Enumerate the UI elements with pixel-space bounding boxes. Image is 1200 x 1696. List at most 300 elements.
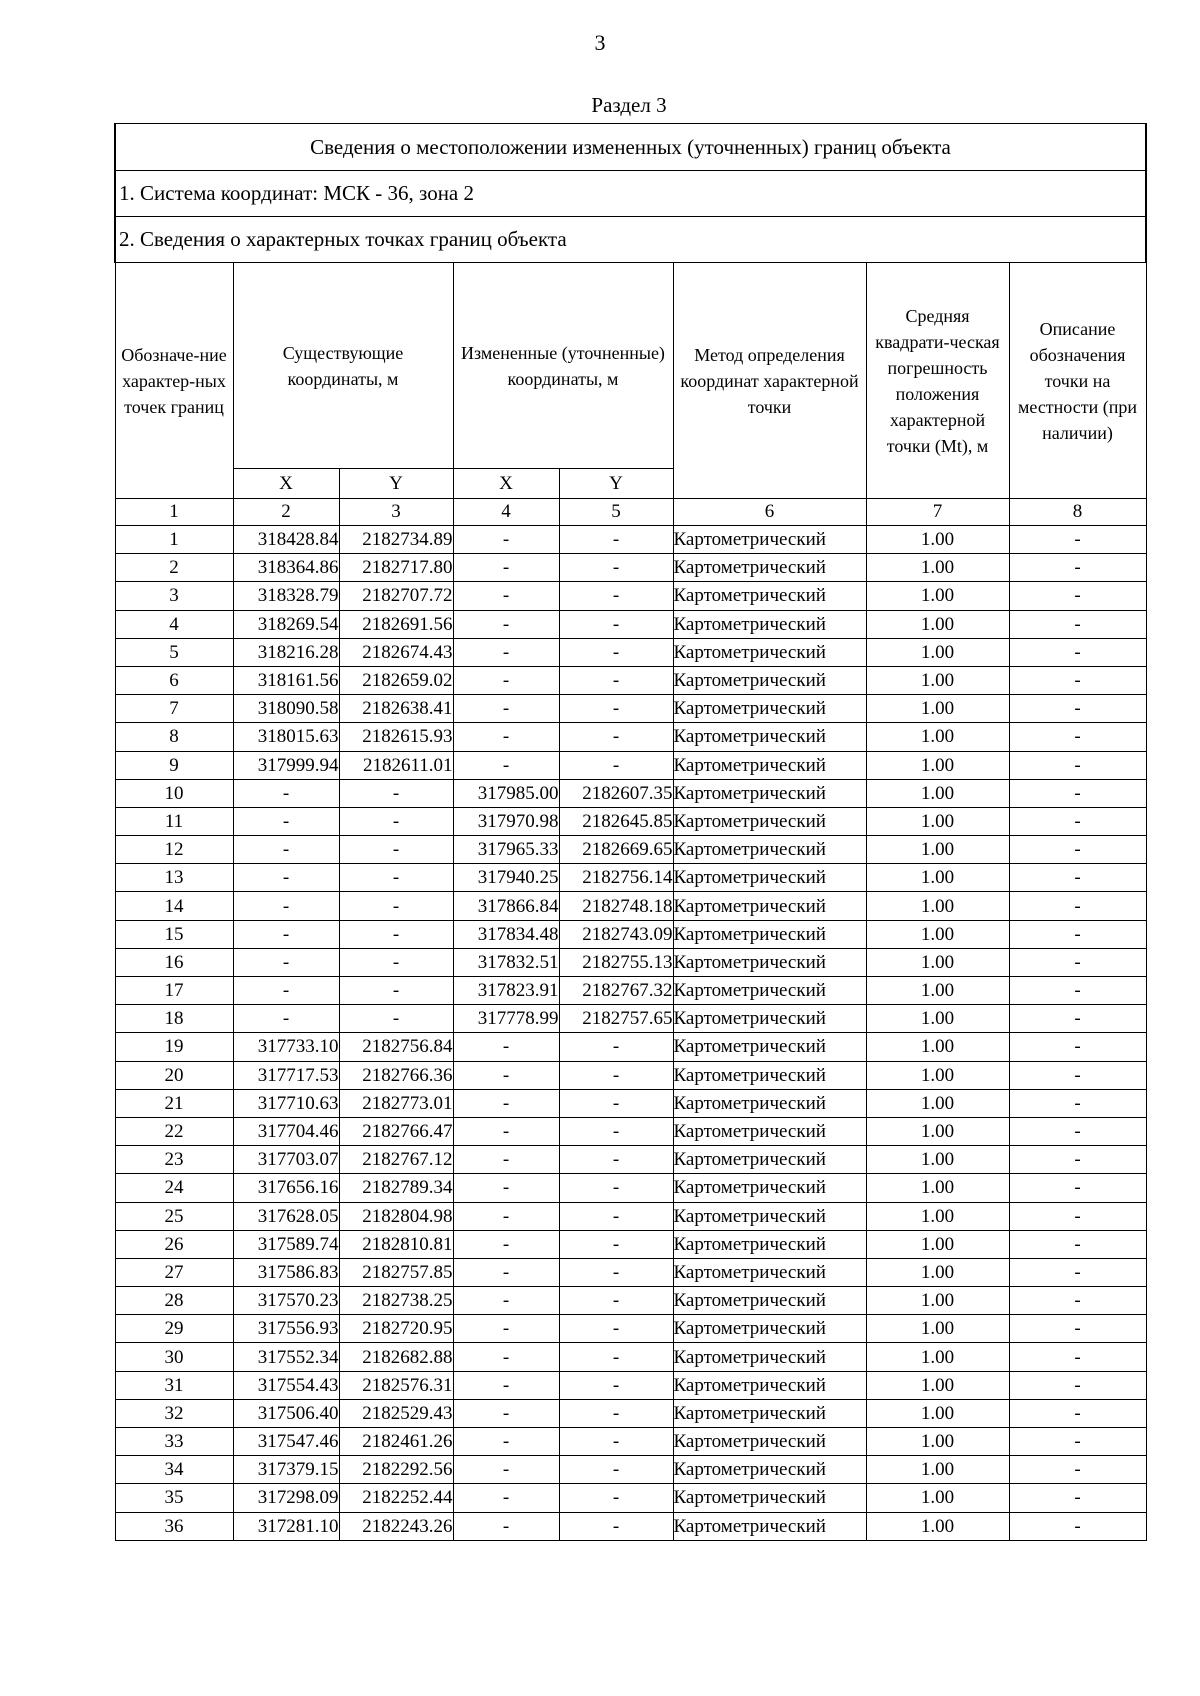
cell-description: - <box>1009 1230 1146 1258</box>
cell-existing-x: 318161.56 <box>233 666 339 694</box>
table-row <box>115 920 1146 948</box>
cell-existing-x: 317298.09 <box>233 1484 339 1512</box>
column-number: 7 <box>866 499 1009 526</box>
cell-error: 1.00 <box>866 1061 1009 1089</box>
cell-changed-x: - <box>453 554 559 582</box>
cell-changed-y: 2182607.35 <box>559 779 673 807</box>
cell-existing-x: 318090.58 <box>233 695 339 723</box>
table-row <box>115 779 1146 807</box>
column-number-row <box>115 499 1146 526</box>
cell-point-number: 34 <box>115 1456 233 1484</box>
cell-description: - <box>1009 610 1146 638</box>
cell-existing-x: 317506.40 <box>233 1399 339 1427</box>
cell-existing-y: 2182292.56 <box>339 1456 453 1484</box>
cell-description: - <box>1009 526 1146 554</box>
cell-existing-y: 2182734.89 <box>339 526 453 554</box>
cell-method: Картометрический <box>673 948 866 976</box>
cell-method: Картометрический <box>673 1315 866 1343</box>
cell-changed-x: - <box>453 1399 559 1427</box>
cell-error: 1.00 <box>866 1315 1009 1343</box>
cell-changed-y: - <box>559 1061 673 1089</box>
cell-changed-x: 317778.99 <box>453 1005 559 1033</box>
cell-description: - <box>1009 1371 1146 1399</box>
cell-existing-y: 2182756.84 <box>339 1033 453 1061</box>
cell-existing-y: - <box>339 807 453 835</box>
cell-changed-y: - <box>559 1484 673 1512</box>
table-row <box>115 1005 1146 1033</box>
cell-existing-x: - <box>233 1005 339 1033</box>
table-row <box>115 1343 1146 1371</box>
cell-point-number: 6 <box>115 666 233 694</box>
cell-description: - <box>1009 1033 1146 1061</box>
cell-point-number: 28 <box>115 1287 233 1315</box>
cell-description: - <box>1009 1428 1146 1456</box>
cell-point-number: 19 <box>115 1033 233 1061</box>
cell-existing-x: 317717.53 <box>233 1061 339 1089</box>
cell-error: 1.00 <box>866 892 1009 920</box>
cell-error: 1.00 <box>866 1230 1009 1258</box>
cell-existing-y: - <box>339 779 453 807</box>
cell-error: 1.00 <box>866 1512 1009 1540</box>
cell-existing-x: - <box>233 892 339 920</box>
table-row <box>115 1230 1146 1258</box>
header-existing-y: Y <box>339 469 453 499</box>
cell-existing-x: 317552.34 <box>233 1343 339 1371</box>
cell-existing-x: 317999.94 <box>233 751 339 779</box>
cell-description: - <box>1009 554 1146 582</box>
cell-method: Картометрический <box>673 1033 866 1061</box>
cell-existing-x: 317554.43 <box>233 1371 339 1399</box>
table-row <box>115 1456 1146 1484</box>
cell-point-number: 5 <box>115 638 233 666</box>
cell-existing-x: 317556.93 <box>233 1315 339 1343</box>
cell-description: - <box>1009 1089 1146 1117</box>
cell-description: - <box>1009 807 1146 835</box>
cell-method: Картометрический <box>673 751 866 779</box>
column-number: 8 <box>1009 499 1146 526</box>
table-row <box>115 1174 1146 1202</box>
cell-existing-x: 317628.05 <box>233 1202 339 1230</box>
cell-point-number: 16 <box>115 948 233 976</box>
cell-point-number: 2 <box>115 554 233 582</box>
coordinate-system: 1. Система координат: МСК - 36, зона 2 <box>115 171 1146 217</box>
cell-point-number: 10 <box>115 779 233 807</box>
cell-existing-y: 2182659.02 <box>339 666 453 694</box>
cell-changed-y: - <box>559 723 673 751</box>
cell-existing-y: 2182738.25 <box>339 1287 453 1315</box>
cell-method: Картометрический <box>673 1456 866 1484</box>
cell-existing-y: 2182767.12 <box>339 1146 453 1174</box>
cell-method: Картометрический <box>673 723 866 751</box>
cell-error: 1.00 <box>866 751 1009 779</box>
cell-existing-y: 2182773.01 <box>339 1089 453 1117</box>
cell-point-number: 21 <box>115 1089 233 1117</box>
cell-method: Картометрический <box>673 610 866 638</box>
table-row <box>115 807 1146 835</box>
cell-changed-y: 2182645.85 <box>559 807 673 835</box>
cell-changed-x: - <box>453 1343 559 1371</box>
cell-method: Картометрический <box>673 779 866 807</box>
cell-changed-y: - <box>559 1033 673 1061</box>
cell-changed-y: - <box>559 1202 673 1230</box>
cell-changed-x: - <box>453 1456 559 1484</box>
cell-changed-y: - <box>559 582 673 610</box>
cell-existing-y: 2182789.34 <box>339 1174 453 1202</box>
header-description: Описание обозначения точки на местности (при наличии) <box>1009 263 1146 499</box>
cell-error: 1.00 <box>866 1428 1009 1456</box>
cell-error: 1.00 <box>866 1371 1009 1399</box>
cell-error: 1.00 <box>866 1399 1009 1427</box>
table-row <box>115 1089 1146 1117</box>
cell-error: 1.00 <box>866 695 1009 723</box>
cell-changed-y: - <box>559 1315 673 1343</box>
cell-description: - <box>1009 582 1146 610</box>
table-row <box>115 582 1146 610</box>
cell-changed-y: 2182669.65 <box>559 836 673 864</box>
header-existing-x: X <box>233 469 339 499</box>
table-row <box>115 666 1146 694</box>
cell-changed-x: - <box>453 1371 559 1399</box>
cell-description: - <box>1009 666 1146 694</box>
cell-method: Картометрический <box>673 526 866 554</box>
cell-existing-y: 2182461.26 <box>339 1428 453 1456</box>
cell-existing-y: 2182252.44 <box>339 1484 453 1512</box>
table-row <box>115 723 1146 751</box>
cell-error: 1.00 <box>866 1343 1009 1371</box>
cell-error: 1.00 <box>866 1005 1009 1033</box>
cell-error: 1.00 <box>866 1146 1009 1174</box>
cell-error: 1.00 <box>866 723 1009 751</box>
cell-changed-y: - <box>559 554 673 582</box>
section-title: Раздел 3 <box>591 93 667 117</box>
header-changed-coordinates: Измененные (уточненные) координаты, м <box>453 263 673 469</box>
cell-description: - <box>1009 1315 1146 1343</box>
table-row <box>115 751 1146 779</box>
table-row <box>115 1371 1146 1399</box>
cell-point-number: 18 <box>115 1005 233 1033</box>
cell-description: - <box>1009 892 1146 920</box>
page-number: 3 <box>594 30 606 55</box>
points-heading: 2. Сведения о характерных точках границ объекта <box>115 217 1146 263</box>
cell-existing-x: 317570.23 <box>233 1287 339 1315</box>
cell-error: 1.00 <box>866 1287 1009 1315</box>
cell-existing-x: 318328.79 <box>233 582 339 610</box>
cell-method: Картометрический <box>673 1428 866 1456</box>
cell-changed-x: 317965.33 <box>453 836 559 864</box>
cell-existing-y: 2182674.43 <box>339 638 453 666</box>
cell-description: - <box>1009 638 1146 666</box>
cell-changed-x: - <box>453 1512 559 1540</box>
table-row <box>115 554 1146 582</box>
cell-changed-y: 2182756.14 <box>559 864 673 892</box>
cell-description: - <box>1009 1174 1146 1202</box>
cell-existing-y: 2182615.93 <box>339 723 453 751</box>
header-mean-square-error: Средняя квадрати-ческая погрешность положения характерной точки (Mt), м <box>866 263 1009 499</box>
cell-existing-y: 2182810.81 <box>339 1230 453 1258</box>
cell-changed-x: 317834.48 <box>453 920 559 948</box>
cell-changed-x: - <box>453 1428 559 1456</box>
cell-error: 1.00 <box>866 1174 1009 1202</box>
cell-existing-x: - <box>233 920 339 948</box>
cell-description: - <box>1009 1117 1146 1145</box>
cell-method: Картометрический <box>673 1005 866 1033</box>
cell-error: 1.00 <box>866 1484 1009 1512</box>
cell-existing-y: - <box>339 1005 453 1033</box>
cell-point-number: 4 <box>115 610 233 638</box>
cell-changed-x: - <box>453 638 559 666</box>
cell-error: 1.00 <box>866 807 1009 835</box>
column-number: 4 <box>453 499 559 526</box>
cell-changed-x: - <box>453 1061 559 1089</box>
cell-method: Картометрический <box>673 807 866 835</box>
header-existing-coordinates: Существующие координаты, м <box>233 263 453 469</box>
cell-description: - <box>1009 1202 1146 1230</box>
cell-method: Картометрический <box>673 1230 866 1258</box>
cell-point-number: 31 <box>115 1371 233 1399</box>
cell-method: Картометрический <box>673 695 866 723</box>
cell-method: Картометрический <box>673 864 866 892</box>
cell-changed-x: - <box>453 1202 559 1230</box>
cell-existing-y: 2182529.43 <box>339 1399 453 1427</box>
table-row <box>115 1512 1146 1540</box>
cell-changed-x: - <box>453 1089 559 1117</box>
cell-description: - <box>1009 779 1146 807</box>
cell-point-number: 35 <box>115 1484 233 1512</box>
cell-method: Картометрический <box>673 1371 866 1399</box>
cell-existing-y: 2182682.88 <box>339 1343 453 1371</box>
cell-existing-y: 2182576.31 <box>339 1371 453 1399</box>
cell-point-number: 26 <box>115 1230 233 1258</box>
cell-point-number: 13 <box>115 864 233 892</box>
cell-method: Картометрический <box>673 892 866 920</box>
cell-point-number: 27 <box>115 1258 233 1286</box>
cell-error: 1.00 <box>866 554 1009 582</box>
table-row <box>115 610 1146 638</box>
cell-changed-x: - <box>453 582 559 610</box>
cell-description: - <box>1009 1146 1146 1174</box>
cell-existing-y: 2182243.26 <box>339 1512 453 1540</box>
cell-point-number: 7 <box>115 695 233 723</box>
cell-error: 1.00 <box>866 1456 1009 1484</box>
cell-description: - <box>1009 1005 1146 1033</box>
cell-existing-x: - <box>233 977 339 1005</box>
cell-changed-y: - <box>559 695 673 723</box>
cell-error: 1.00 <box>866 1089 1009 1117</box>
cell-changed-x: 317970.98 <box>453 807 559 835</box>
cell-point-number: 25 <box>115 1202 233 1230</box>
cell-point-number: 30 <box>115 1343 233 1371</box>
header-method: Метод определения координат характерной точки <box>673 263 866 499</box>
cell-existing-x: 317586.83 <box>233 1258 339 1286</box>
cell-method: Картометрический <box>673 1484 866 1512</box>
table-row <box>115 526 1146 554</box>
cell-existing-y: - <box>339 892 453 920</box>
cell-changed-y: - <box>559 1117 673 1145</box>
cell-changed-y: - <box>559 751 673 779</box>
table-row <box>115 1287 1146 1315</box>
cell-point-number: 9 <box>115 751 233 779</box>
cell-changed-y: 2182755.13 <box>559 948 673 976</box>
cell-method: Картометрический <box>673 1117 866 1145</box>
cell-existing-x: - <box>233 948 339 976</box>
cell-point-number: 14 <box>115 892 233 920</box>
cell-error: 1.00 <box>866 977 1009 1005</box>
cell-changed-y: - <box>559 1399 673 1427</box>
cell-changed-y: 2182743.09 <box>559 920 673 948</box>
cell-existing-x: 317733.10 <box>233 1033 339 1061</box>
cell-existing-x: 317281.10 <box>233 1512 339 1540</box>
cell-changed-x: 317823.91 <box>453 977 559 1005</box>
table-row <box>115 1399 1146 1427</box>
cell-changed-x: - <box>453 1230 559 1258</box>
table-row <box>115 1033 1146 1061</box>
column-number: 1 <box>115 499 233 526</box>
cell-existing-x: 317589.74 <box>233 1230 339 1258</box>
cell-description: - <box>1009 695 1146 723</box>
cell-method: Картометрический <box>673 582 866 610</box>
cell-changed-x: - <box>453 610 559 638</box>
cell-changed-y: 2182748.18 <box>559 892 673 920</box>
cell-existing-x: 318364.86 <box>233 554 339 582</box>
cell-error: 1.00 <box>866 1117 1009 1145</box>
table-row <box>115 695 1146 723</box>
cell-existing-y: 2182720.95 <box>339 1315 453 1343</box>
cell-error: 1.00 <box>866 610 1009 638</box>
table-row <box>115 892 1146 920</box>
cell-existing-x: 317703.07 <box>233 1146 339 1174</box>
table-row <box>115 1428 1146 1456</box>
cell-description: - <box>1009 1484 1146 1512</box>
table-row <box>115 1061 1146 1089</box>
table-row <box>115 638 1146 666</box>
column-number: 5 <box>559 499 673 526</box>
cell-changed-y: - <box>559 1343 673 1371</box>
cell-existing-y: - <box>339 836 453 864</box>
cell-changed-x: - <box>453 1033 559 1061</box>
cell-existing-x: 318015.63 <box>233 723 339 751</box>
cell-method: Картометрический <box>673 666 866 694</box>
cell-method: Картометрический <box>673 977 866 1005</box>
cell-description: - <box>1009 948 1146 976</box>
cell-changed-y: - <box>559 1146 673 1174</box>
cell-existing-y: - <box>339 864 453 892</box>
cell-existing-y: - <box>339 977 453 1005</box>
cell-description: - <box>1009 1456 1146 1484</box>
cell-description: - <box>1009 1287 1146 1315</box>
cell-error: 1.00 <box>866 1202 1009 1230</box>
cell-existing-x: - <box>233 864 339 892</box>
cell-error: 1.00 <box>866 582 1009 610</box>
cell-existing-y: - <box>339 948 453 976</box>
cell-changed-x: 317832.51 <box>453 948 559 976</box>
cell-description: - <box>1009 1512 1146 1540</box>
cell-existing-x: 317656.16 <box>233 1174 339 1202</box>
cell-method: Картометрический <box>673 1399 866 1427</box>
table-row <box>115 948 1146 976</box>
cell-point-number: 1 <box>115 526 233 554</box>
cell-changed-y: - <box>559 1512 673 1540</box>
cell-changed-x: - <box>453 1117 559 1145</box>
cell-changed-x: - <box>453 1174 559 1202</box>
cell-existing-x: 317710.63 <box>233 1089 339 1117</box>
cell-existing-y: 2182766.36 <box>339 1061 453 1089</box>
cell-error: 1.00 <box>866 1258 1009 1286</box>
cell-changed-x: - <box>453 666 559 694</box>
cell-point-number: 29 <box>115 1315 233 1343</box>
cell-existing-y: 2182611.01 <box>339 751 453 779</box>
cell-error: 1.00 <box>866 1033 1009 1061</box>
cell-point-number: 36 <box>115 1512 233 1540</box>
cell-existing-x: 317379.15 <box>233 1456 339 1484</box>
header-changed-x: X <box>453 469 559 499</box>
cell-description: - <box>1009 1399 1146 1427</box>
cell-existing-x: - <box>233 836 339 864</box>
cell-error: 1.00 <box>866 779 1009 807</box>
cell-changed-y: - <box>559 610 673 638</box>
cell-changed-y: - <box>559 1456 673 1484</box>
cell-changed-x: - <box>453 723 559 751</box>
cell-error: 1.00 <box>866 526 1009 554</box>
cell-changed-x: - <box>453 1287 559 1315</box>
cell-point-number: 12 <box>115 836 233 864</box>
cell-description: - <box>1009 1258 1146 1286</box>
cell-changed-x: - <box>453 1484 559 1512</box>
cell-existing-y: 2182691.56 <box>339 610 453 638</box>
cell-point-number: 22 <box>115 1117 233 1145</box>
cell-changed-y: - <box>559 1230 673 1258</box>
cell-method: Картометрический <box>673 1258 866 1286</box>
table-row <box>115 1146 1146 1174</box>
cell-existing-y: 2182717.80 <box>339 554 453 582</box>
table-row <box>115 1484 1146 1512</box>
cell-error: 1.00 <box>866 864 1009 892</box>
cell-description: - <box>1009 1343 1146 1371</box>
cell-changed-y: - <box>559 526 673 554</box>
cell-error: 1.00 <box>866 836 1009 864</box>
cell-existing-x: 318269.54 <box>233 610 339 638</box>
cell-point-number: 17 <box>115 977 233 1005</box>
cell-description: - <box>1009 751 1146 779</box>
cell-existing-y: 2182757.85 <box>339 1258 453 1286</box>
cell-existing-y: - <box>339 920 453 948</box>
cell-method: Картометрический <box>673 1089 866 1117</box>
cell-changed-x: 317866.84 <box>453 892 559 920</box>
cell-changed-x: 317985.00 <box>453 779 559 807</box>
column-number: 2 <box>233 499 339 526</box>
cell-point-number: 23 <box>115 1146 233 1174</box>
cell-error: 1.00 <box>866 666 1009 694</box>
table-row <box>115 1315 1146 1343</box>
cell-method: Картометрический <box>673 1512 866 1540</box>
cell-point-number: 3 <box>115 582 233 610</box>
cell-existing-y: 2182766.47 <box>339 1117 453 1145</box>
cell-description: - <box>1009 920 1146 948</box>
cell-method: Картометрический <box>673 554 866 582</box>
cell-description: - <box>1009 836 1146 864</box>
cell-error: 1.00 <box>866 920 1009 948</box>
boundary-points-table <box>114 123 1147 1541</box>
cell-description: - <box>1009 864 1146 892</box>
cell-changed-y: - <box>559 1258 673 1286</box>
cell-existing-y: 2182707.72 <box>339 582 453 610</box>
cell-point-number: 33 <box>115 1428 233 1456</box>
table-row <box>115 836 1146 864</box>
cell-changed-x: - <box>453 1315 559 1343</box>
cell-existing-x: 317704.46 <box>233 1117 339 1145</box>
cell-error: 1.00 <box>866 638 1009 666</box>
cell-existing-x: 318428.84 <box>233 526 339 554</box>
cell-existing-x: 317547.46 <box>233 1428 339 1456</box>
